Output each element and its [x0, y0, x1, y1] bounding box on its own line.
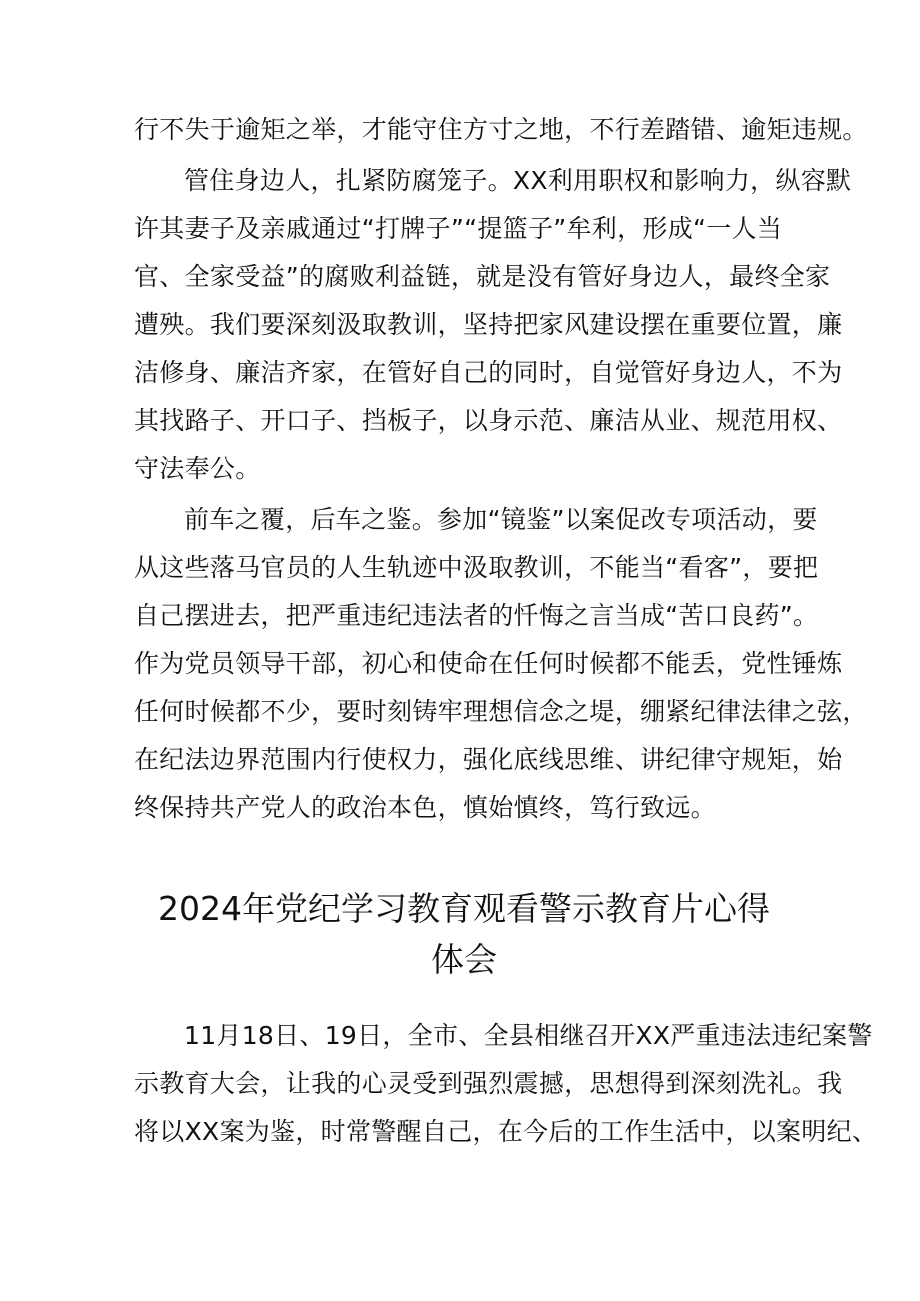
paragraph-line: 从这些落马官员的人生轨迹中汲取教训，不能当“看客”，要把 — [134, 553, 819, 582]
paragraph-line: 将以XX案为鉴，时常警醒自己，在今后的工作生活中，以案明纪、 — [134, 1117, 878, 1146]
paragraph-line: 官、全家受益”的腐败利益链，就是没有管好身边人，最终全家 — [134, 262, 831, 291]
paragraph-line: 许其妻子及亲戚通过“打牌子”“提篮子”牟利，形成“一人当 — [134, 214, 783, 243]
paragraph-line: 洁修身、廉洁齐家，在管好自己的同时，自觉管好身边人，不为 — [134, 358, 843, 387]
paragraph-line: 自己摆进去，把严重违纪违法者的忏悔之言当成“苦口良药”。 — [134, 601, 819, 630]
document-title: 2024年党纪学习教育观看警示教育片心得 — [158, 889, 770, 928]
paragraph-line: 行不失于逾矩之举，才能守住方寸之地，不行差踏错、逾矩违规。 — [134, 115, 868, 144]
paragraph-line: 遭殃。我们要深刻汲取教训，坚持把家风建设摆在重要位置，廉 — [134, 310, 843, 339]
paragraph-line: 终保持共产党人的政治本色，慎始慎终，笃行致远。 — [134, 793, 716, 822]
document-title-continued: 体会 — [431, 940, 497, 979]
paragraph-line: 在纪法边界范围内行使权力，强化底线思维、讲纪律守规矩，始 — [134, 745, 843, 774]
paragraph-line: 11月18日、19日，全市、全县相继召开XX严重违法违纪案警 — [184, 1021, 873, 1050]
paragraph-line: 任何时候都不少，要时刻铸牢理想信念之堤，绷紧纪律法律之弦， — [134, 697, 868, 726]
paragraph-line: 作为党员领导干部，初心和使命在任何时候都不能丢，党性锤炼 — [134, 649, 843, 678]
paragraph-line: 其找路子、开口子、挡板子，以身示范、廉洁从业、规范用权、 — [134, 406, 843, 435]
paragraph-line: 前车之覆，后车之鉴。参加“镜鉴”以案促改专项活动，要 — [184, 505, 818, 534]
paragraph-line: 守法奉公。 — [134, 454, 261, 483]
paragraph-line: 管住身边人，扎紧防腐笼子。XX利用职权和影响力，纵容默 — [184, 166, 852, 195]
paragraph-line: 示教育大会，让我的心灵受到强烈震撼，思想得到深刻洗礼。我 — [134, 1069, 843, 1098]
